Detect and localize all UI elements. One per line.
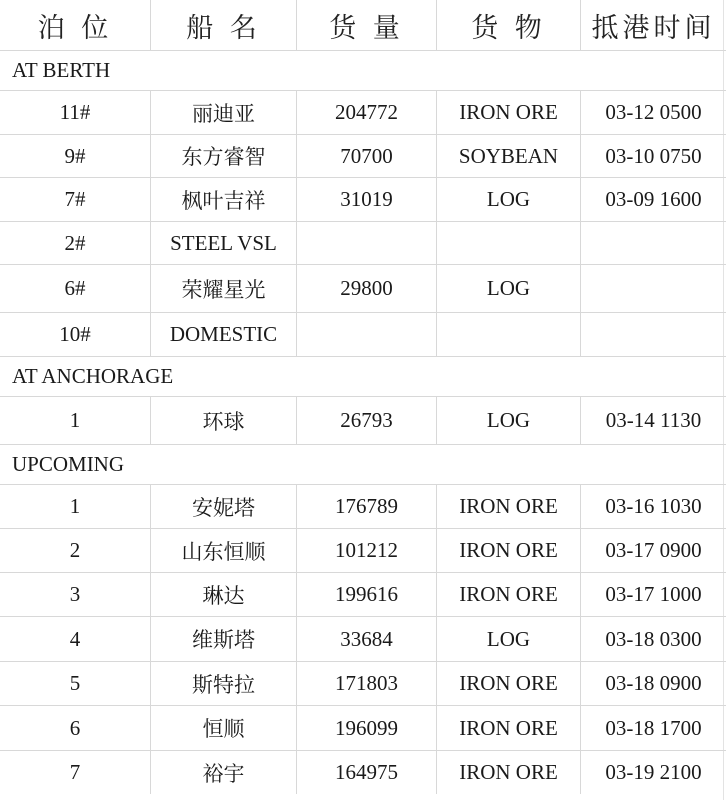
cell-arrival: 03-09 1600 (580, 177, 726, 221)
table-row (0, 661, 726, 705)
table-row (0, 312, 726, 356)
cell-vessel: 琳达 (150, 572, 296, 616)
cell-cargo: SOYBEAN (436, 134, 580, 177)
section-header (0, 356, 726, 396)
cell-vessel: 环球 (150, 396, 296, 444)
cell-berth: 6 (0, 705, 150, 750)
cell-arrival: 03-17 0900 (580, 528, 726, 572)
cell-quantity: 196099 (296, 705, 436, 750)
cell-quantity: 199616 (296, 572, 436, 616)
cell-cargo: IRON ORE (436, 750, 580, 794)
cell-quantity: 101212 (296, 528, 436, 572)
cell-berth: 9# (0, 134, 150, 177)
table-row (0, 616, 726, 661)
cell-quantity: 70700 (296, 134, 436, 177)
cell-cargo: LOG (436, 616, 580, 661)
table-row (0, 396, 726, 444)
cell-arrival: 03-12 0500 (580, 90, 726, 134)
header-arrival: 抵港时间 (580, 0, 726, 50)
table-row (0, 264, 726, 312)
cell-quantity: 171803 (296, 661, 436, 705)
cell-berth: 11# (0, 90, 150, 134)
cell-vessel: 恒顺 (150, 705, 296, 750)
cell-vessel: 山东恒顺 (150, 528, 296, 572)
header-row (0, 0, 726, 50)
cell-vessel: 斯特拉 (150, 661, 296, 705)
cell-vessel: 维斯塔 (150, 616, 296, 661)
header-vessel: 船 名 (150, 0, 296, 50)
cell-quantity: 31019 (296, 177, 436, 221)
cell-arrival: 03-14 1130 (580, 396, 726, 444)
section-header (0, 50, 726, 90)
cell-cargo (436, 312, 580, 356)
section-title: UPCOMING (12, 452, 125, 476)
cell-berth: 7 (0, 750, 150, 794)
table-row (0, 750, 726, 794)
cell-arrival: 03-17 1000 (580, 572, 726, 616)
cell-quantity (296, 221, 436, 264)
cell-cargo: IRON ORE (436, 661, 580, 705)
cell-arrival (580, 264, 726, 312)
table-row (0, 134, 726, 177)
table-row (0, 484, 726, 528)
cell-quantity: 26793 (296, 396, 436, 444)
cell-quantity: 204772 (296, 90, 436, 134)
cell-arrival: 03-19 2100 (580, 750, 726, 794)
cell-berth: 1 (0, 396, 150, 444)
cell-berth: 1 (0, 484, 150, 528)
cell-berth: 6# (0, 264, 150, 312)
cell-vessel: 荣耀星光 (150, 264, 296, 312)
cell-quantity: 33684 (296, 616, 436, 661)
cell-arrival: 03-18 0900 (580, 661, 726, 705)
cell-berth: 2 (0, 528, 150, 572)
table-row (0, 177, 726, 221)
cell-vessel: 裕宇 (150, 750, 296, 794)
cell-cargo: IRON ORE (436, 705, 580, 750)
cell-vessel: 东方睿智 (150, 134, 296, 177)
cell-arrival: 03-10 0750 (580, 134, 726, 177)
table-row (0, 705, 726, 750)
section-header (0, 444, 726, 484)
cell-cargo: LOG (436, 396, 580, 444)
header-cargo: 货 物 (436, 0, 580, 50)
cell-cargo (436, 221, 580, 264)
cell-arrival: 03-16 1030 (580, 484, 726, 528)
cell-arrival: 03-18 0300 (580, 616, 726, 661)
cell-quantity (296, 312, 436, 356)
cell-quantity: 176789 (296, 484, 436, 528)
cell-cargo: IRON ORE (436, 484, 580, 528)
cell-arrival (580, 312, 726, 356)
cell-arrival: 03-18 1700 (580, 705, 726, 750)
cell-berth: 2# (0, 221, 150, 264)
cell-vessel: 枫叶吉祥 (150, 177, 296, 221)
cell-berth: 5 (0, 661, 150, 705)
table-row (0, 221, 726, 264)
cell-cargo: LOG (436, 177, 580, 221)
cell-quantity: 29800 (296, 264, 436, 312)
table-row (0, 528, 726, 572)
table-row (0, 90, 726, 134)
cell-cargo: IRON ORE (436, 528, 580, 572)
cell-berth: 10# (0, 312, 150, 356)
cell-berth: 4 (0, 616, 150, 661)
cell-arrival (580, 221, 726, 264)
table-row (0, 572, 726, 616)
cell-quantity: 164975 (296, 750, 436, 794)
cell-cargo: IRON ORE (436, 572, 580, 616)
cell-cargo: LOG (436, 264, 580, 312)
header-quantity: 货 量 (296, 0, 436, 50)
cell-cargo: IRON ORE (436, 90, 580, 134)
cell-vessel: 安妮塔 (150, 484, 296, 528)
section-title: AT ANCHORAGE (12, 364, 174, 388)
section-title: AT BERTH (12, 58, 111, 82)
cell-vessel: STEEL VSL (150, 221, 296, 264)
cell-berth: 7# (0, 177, 150, 221)
cell-berth: 3 (0, 572, 150, 616)
cell-vessel: 丽迪亚 (150, 90, 296, 134)
header-berth: 泊 位 (37, 12, 113, 44)
cell-vessel: DOMESTIC (150, 312, 296, 356)
